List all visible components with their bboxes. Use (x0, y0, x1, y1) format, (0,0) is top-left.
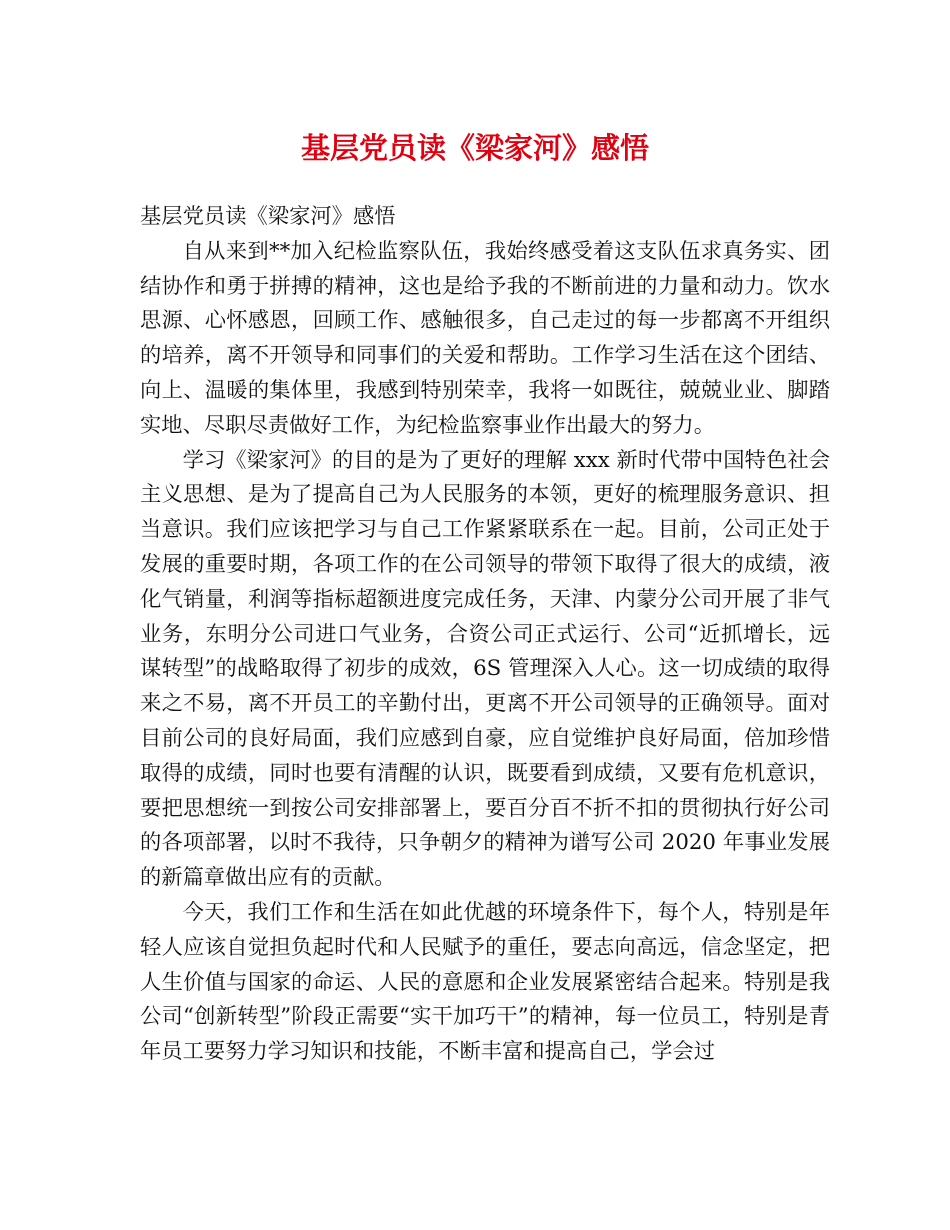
document-title: 基层党员读《梁家河》感悟 (300, 131, 649, 165)
body-paragraph-2: 学习《梁家河》的目的是为了更好的理解 xxx 新时代带中国特色社会主义思想、是为了提高自己为人民服务的本领，更好的梳理服务意识、担当意识。我们应该把学习与自己工作紧紧联系在一起。目前，公司正处于发展的重要时期，各项工作的在公司领导的带领下取得了很大的成绩，液化气销量，利润等指标超额进度完成任务，天津、内蒙分公司开展了非气业务，东明分公司进口气业务，合资公司正式运行、公司“近抓增长，远谋转型”的战略取得了初步的成效，6S 管理深入人心。这一切成绩的取得来之不易，离不开员工的辛勤付出，更离不开公司领导的正确领导。面对目前公司的良好局面，我们应感到自豪，应自觉维护良好局面，倍加珍惜取得的成绩，同时也要有清醒的认识，既要看到成绩，又要有危机意识，要把思想统一到按公司安排部署上，要百分百不折不扣的贯彻执行好公司的各项部署，以时不我待，只争朝夕的精神为谱写公司 2020 年事业发展的新篇章做出应有的贡献。 (140, 447, 830, 891)
document-body (140, 200, 830, 1070)
body-paragraph-3: 今天，我们工作和生活在如此优越的环境条件下，每个人，特别是年轻人应该自觉担负起时代和人民赋予的重任，要志向高远，信念坚定，把人生价值与国家的命运、人民的意愿和企业发展紧密结合起来。特别是我公司“创新转型”阶段正需要“实干加巧干”的精神，每一位员工，特别是青年员工要努力学习知识和技能，不断丰富和提高自己，学会过 (140, 899, 830, 1065)
body-paragraph-1: 自从来到**加入纪检监察队伍，我始终感受着这支队伍求真务实、团结协作和勇于拼搏的精神，这也是给予我的不断前进的力量和动力。饮水思源、心怀感恩，回顾工作、感触很多，自己走过的每一步都离不开组织的培养，离不开领导和同事们的关爱和帮助。工作学习生活在这个团结、向上、温暖的集体里，我感到特别荣幸，我将一如既往，兢兢业业、脚踏实地、尽职尽责做好工作，为纪检监察事业作出最大的努力。 (140, 238, 830, 438)
document-subtitle: 基层党员读《梁家河》感悟 (140, 204, 396, 229)
